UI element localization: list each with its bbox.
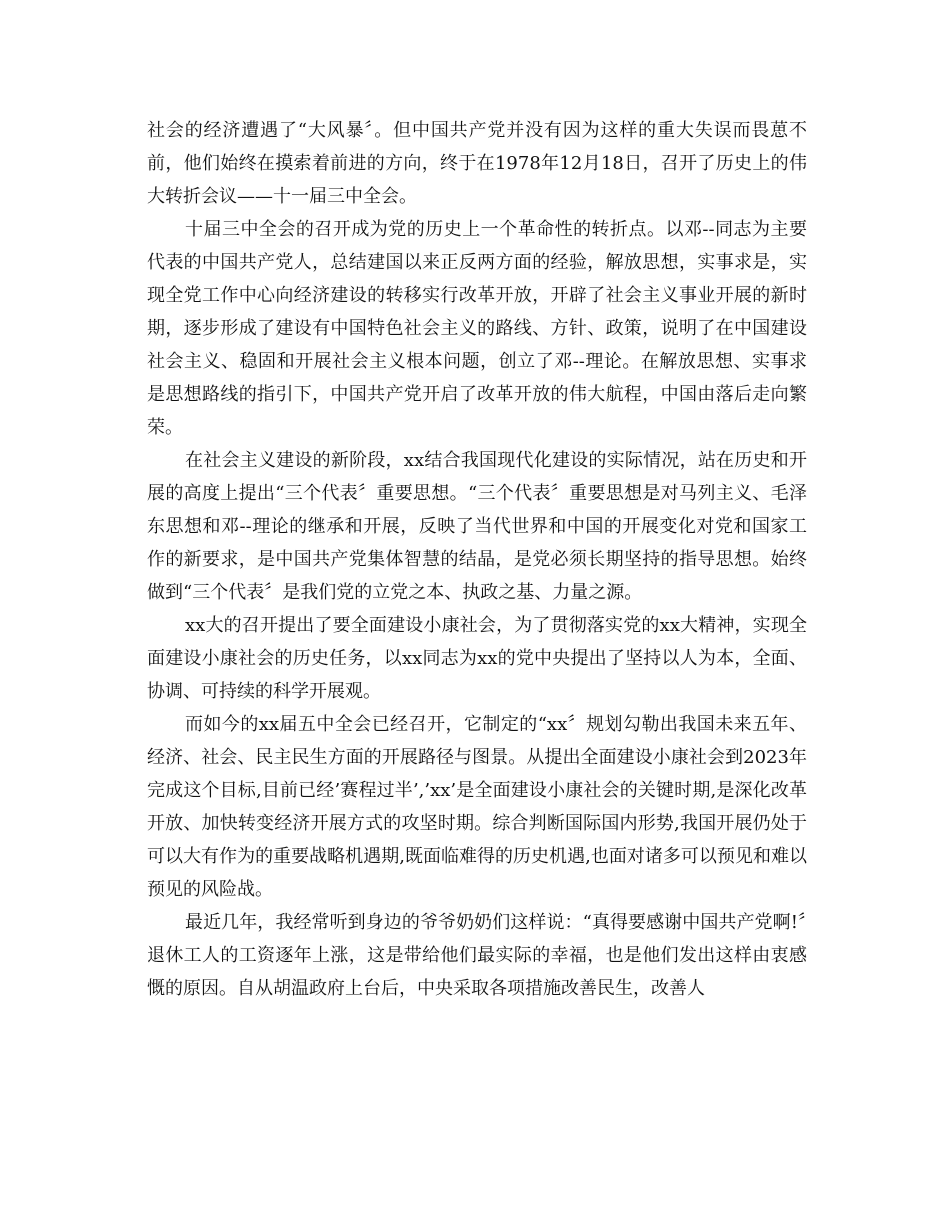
paragraph-3: 在社会主义建设的新阶段，xx结合我国现代化建设的实际情况，站在历史和开展的高度上提出“三个代表〞重要思想。“三个代表〞重要思想是对马列主义、毛泽东思想和邓--理论的继承和开展，反映了当代世界和中国的开展变化对党和国家工作的新要求，是中国共产党集体智慧的结晶，是党必须长期坚持的指导思想。始终做到“三个代表〞是我们党的立党之本、执政之基、力量之源。 (147, 450, 807, 603)
paragraph-1: 社会的经济遭遇了“大风暴〞。但中国共产党并没有因为这样的重大失误而畏葸不前，他们始终在摸索着前进的方向，终于在1978年12月18日，召开了历史上的伟大转折会议——十一届三中全会。 (147, 120, 807, 207)
paragraph-6: 最近几年，我经常听到身边的爷爷奶奶们这样说：“真得要感谢中国共产党啊!〞退休工人的工资逐年上涨，这是带给他们最实际的幸福，也是他们发出这样由衷感慨的原因。自从胡温政府上台后，中央采取各项措施改善民生，改善人 (147, 912, 807, 999)
paragraph-5: 而如今的xx届五中全会已经召开，它制定的“xx〞规划勾勒出我国未来五年、经济、社会、民主民生方面的开展路径与图景。从提出全面建设小康社会到2023年完成这个目标,目前已经’赛程过半’,’xx’是全面建设小康社会的关键时期,是深化改革开放、加快转变经济开展方式的攻坚时期。综合判断国际国内形势,我国开展仍处于可以大有作为的重要战略机遇期,既面临难得的历史机遇,也面对诸多可以预见和难以预见的风险战。 (147, 714, 807, 900)
paragraph-4: xx大的召开提出了要全面建设小康社会，为了贯彻落实党的xx大精神，实现全面建设小康社会的历史任务，以xx同志为xx的党中央提出了坚持以人为本，全面、协调、可持续的科学开展观。 (147, 615, 807, 702)
paragraph-2: 十届三中全会的召开成为党的历史上一个革命性的转折点。以邓--同志为主要代表的中国共产党人，总结建国以来正反两方面的经验，解放思想，实事求是，实现全党工作中心向经济建设的转移实行改革开放，开辟了社会主义事业开展的新时期，逐步形成了建设有中国特色社会主义的路线、方针、政策，说明了在中国建设社会主义、稳固和开展社会主义根本问题，创立了邓--理论。在解放思想、实事求是思想路线的指引下，中国共产党开启了改革开放的伟大航程，中国由落后走向繁荣。 (147, 219, 807, 438)
document-page (147, 114, 807, 1005)
